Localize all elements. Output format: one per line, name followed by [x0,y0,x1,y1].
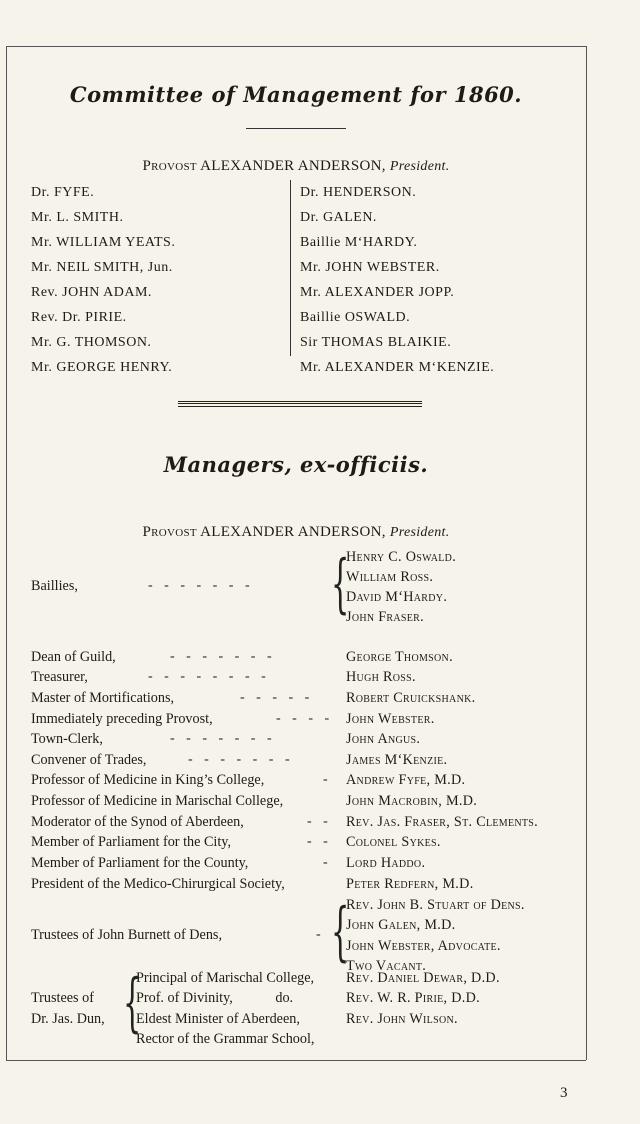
dot-leader: - [323,772,332,787]
baillie-name: John Fraser. [346,609,425,625]
dot-leader: - - - - [276,711,334,726]
page-border-right [586,46,587,1060]
office-holder: Andrew Fyfe, M.D. [346,772,466,788]
dun-trustee: Rev. W. R. Pirie, D.D. [346,990,480,1006]
page-border-bottom [6,1060,586,1061]
committee-member: Mr. L. SMITH. [31,210,124,225]
page-border-left [6,46,7,1060]
dun-trustee: Rev. John Wilson. [346,1011,458,1027]
committee-member: Mr. ALEXANDER M‘KENZIE. [300,360,495,375]
committee-member: Mr. NEIL SMITH, Jun. [31,260,173,275]
dot-leader: - [323,855,332,870]
column-divider [290,180,291,356]
title-rule [246,128,346,129]
office-holder: John Angus. [346,731,421,747]
office-label: Professor of Medicine in Marischal College, [31,793,284,809]
managers-president [0,524,592,541]
committee-member: Baillie M‘HARDY. [300,235,418,250]
office-label: Professor of Medicine in King’s College, [31,772,265,788]
managers-president-name: Provost ALEXANDER ANDERSON, [142,524,386,540]
burnett-trustee: John Webster, Advocate. [346,938,501,954]
committee-member: Sir THOMAS BLAIKIE. [300,335,452,350]
managers-president-role: President. [389,525,450,540]
section-double-rule [178,401,422,407]
office-label: Treasurer, [31,669,88,685]
committee-member: Dr. FYFE. [31,185,95,200]
dun-office: Eldest Minister of Aberdeen, [136,1011,300,1027]
dun-office: Prof. of Divinity, do. [136,990,294,1006]
baillie-name: Henry C. Oswald. [346,549,457,565]
dot-leader: - - [307,834,332,849]
dot-leader: - - [307,814,332,829]
committee-member: Rev. Dr. PIRIE. [31,310,127,325]
burnett-trustees-label: Trustees of John Burnett of Dens, [31,927,222,943]
burnett-trustee: Two Vacant. [346,958,427,974]
office-label: Master of Mortifications, [31,690,175,706]
committee-left-column [31,180,175,380]
office-holder: Rev. Jas. Fraser, St. Clements. [346,814,539,830]
dot-leader: - - - - - [240,690,314,705]
committee-president-role: President. [389,159,450,174]
burnett-trustee: John Galen, M.D. [346,917,456,933]
committee-president [0,158,592,175]
office-label: Dean of Guild, [31,649,116,665]
dot-leader: - - - - - - - [148,578,254,593]
dot-leader: - [316,927,325,942]
dun-office: Rector of the Grammar School, [136,1031,315,1047]
dun-office: Principal of Marischal College, [136,970,315,986]
office-holder: Lord Haddo. [346,855,426,871]
brace: { [123,966,142,1040]
burnett-trustee: Rev. John B. Stuart of Dens. [346,897,525,913]
committee-member: Baillie OSWALD. [300,310,411,325]
committee-member: Mr. WILLIAM YEATS. [31,235,176,250]
dun-trustees-label-1: Trustees of [31,990,94,1006]
page-border-top [6,46,586,47]
office-holder: Robert Cruickshank. [346,690,476,706]
committee-member: Dr. GALEN. [300,210,377,225]
committee-member: Mr. ALEXANDER JOPP. [300,285,455,300]
office-holder: Peter Redfern, M.D. [346,876,474,892]
committee-title: Committee of Management for 1860. [69,82,523,107]
committee-right-column [300,180,494,380]
office-holder: John Macrobin, M.D. [346,793,478,809]
dot-leader: - - - - - - - [170,731,276,746]
page-number: 3 [560,1085,568,1101]
dot-leader: - - - - - - - [188,752,294,767]
office-label: Town-Clerk, [31,731,103,747]
office-holder: Colonel Sykes. [346,834,441,850]
office-holder: George Thomson. [346,649,453,665]
office-holder: Hugh Ross. [346,669,416,685]
committee-member: Rev. JOHN ADAM. [31,285,152,300]
office-label: Moderator of the Synod of Aberdeen, [31,814,244,830]
dun-trustee: Rev. Daniel Dewar, D.D. [346,970,500,986]
baillies-label: Baillies, [31,578,78,594]
office-holder: John Webster. [346,711,435,727]
dot-leader: - - - - - - - [170,649,276,664]
committee-member: Mr. JOHN WEBSTER. [300,260,440,275]
office-label: Member of Parliament for the City, [31,834,232,850]
committee-member: Mr. G. THOMSON. [31,335,152,350]
dun-trustees-label-2: Dr. Jas. Dun, [31,1011,105,1027]
managers-title: Managers, ex-officiis. [163,452,429,477]
baillie-name: David M‘Hardy. [346,589,448,605]
office-holder: James M‘Kenzie. [346,752,448,768]
office-label: Immediately preceding Provost, [31,711,213,727]
committee-member: Dr. HENDERSON. [300,185,417,200]
office-label: President of the Medico-Chirurgical Society, [31,876,285,892]
baillie-name: William Ross. [346,569,434,585]
brace: { [331,547,350,621]
office-label: Convener of Trades, [31,752,147,768]
brace: { [331,895,350,969]
committee-member: Mr. GEORGE HENRY. [31,360,173,375]
office-label: Member of Parliament for the County, [31,855,249,871]
committee-president-name: Provost ALEXANDER ANDERSON, [142,158,386,174]
dot-leader: - - - - - - - - [148,669,270,684]
